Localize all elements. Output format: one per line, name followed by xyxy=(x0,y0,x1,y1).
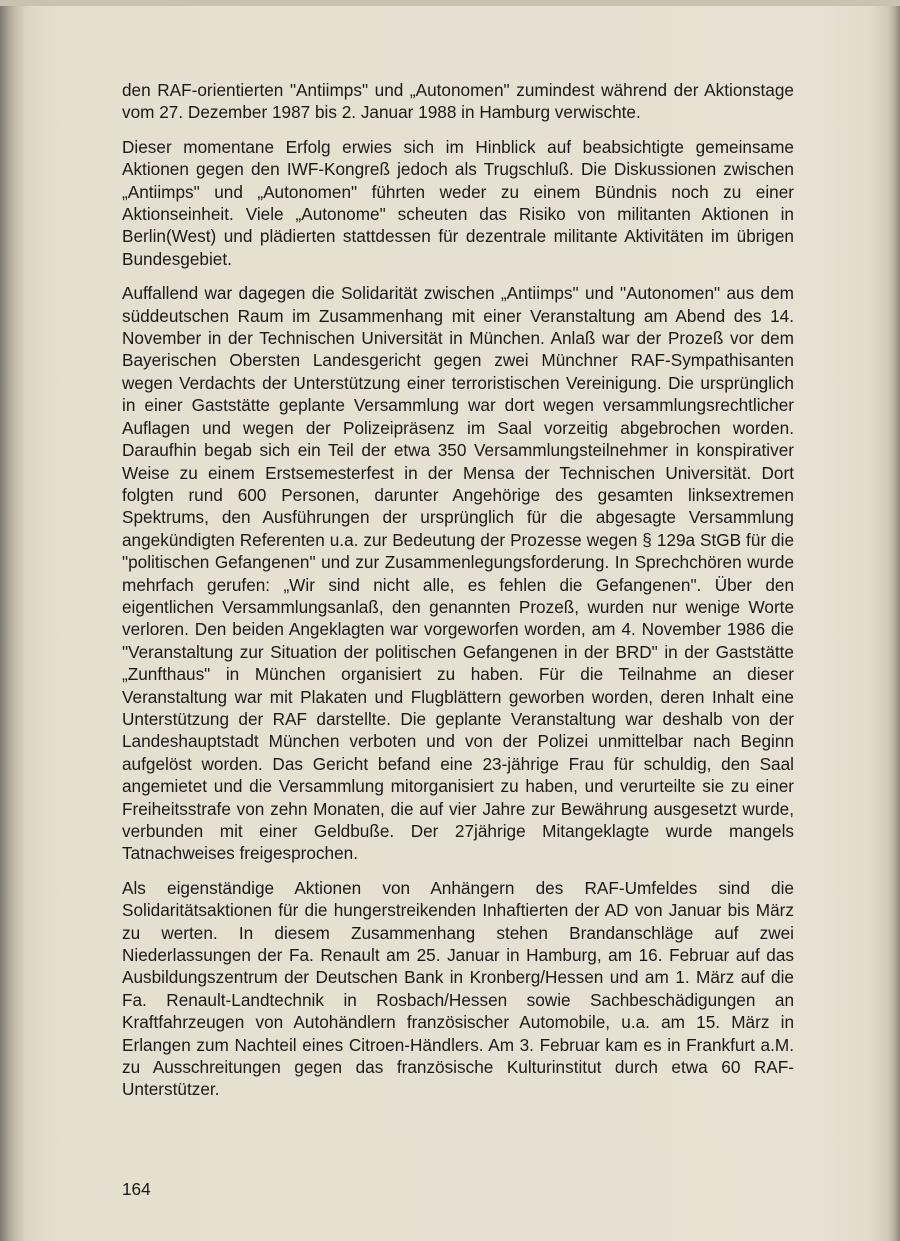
book-spine-shadow xyxy=(0,0,24,1241)
page-number: 164 xyxy=(122,1179,151,1199)
top-edge-shadow xyxy=(0,0,900,6)
page-edge-shadow xyxy=(888,0,900,1241)
paragraph-3: Auffallend war dagegen die Solidarität zwischen „Antiimps" und "Autonomen" aus dem süddeutschen Raum im Zusammenhang mit einer Veranstaltung am Abend des 14. November in der Technischen Universität in München. Anlaß war der Prozeß vor dem Bayerischen Obersten Landesgericht gegen zwei Münchner RAF-Sympathisanten wegen Verdachts der Unterstützung einer terroristischen Vereinigung. Die ursprünglich in einer Gaststätte geplante Versammlung war dort wegen versammlungsrechtlicher Auflagen und wegen der Polizeipräsenz im Saal vorzeitig abgebrochen worden. Daraufhin begab sich ein Teil der etwa 350 Versammlungsteilnehmer in konspirativer Weise zu einem Erstsemesterfest in der Mensa der Technischen Universität. Dort folgten rund 600 Personen, darunter Angehörige des gesamten linksextremen Spektrums, den Ausführungen der ursprünglich für die abgesagte Versammlung angekündigten Referenten u.a. zur Bedeutung der Prozesse wegen § 129a StGB für die "politischen Gefangenen" und zur Zusammenlegungsforderung. In Sprechchören wurde mehrfach gerufen: „Wir sind nicht alle, es fehlen die Gefangenen". Über den eigentlichen Versammlungsanlaß, den genannten Prozeß, wurden nur wenige Worte verloren. Den beiden Angeklagten war vorgeworfen worden, am 4. November 1986 die "Veranstaltung zur Situation der politischen Gefangenen in der BRD" in der Gaststätte „Zunfthaus" in München organisiert zu haben. Für die Teilnahme an dieser Veranstaltung war mit Plakaten und Flugblättern geworben worden, deren Inhalt eine Unterstützung der RAF darstellte. Die geplante Veranstaltung war deshalb von der Landeshauptstadt München verboten und von der Polizei unmittelbar nach Beginn aufgelöst worden. Das Gericht befand eine 23-jährige Frau für schuldig, den Saal angemietet und die Versammlung mitorganisiert zu haben, und verurteilte sie zu einer Freiheitsstrafe von zehn Monaten, die auf vier Jahre zur Bewährung ausgesetzt wurde, verbunden mit einer Geldbuße. Der 27jährige Mitangeklagte wurde mangels Tatnachweises freigesprochen. xyxy=(122,283,794,864)
paragraph-1: den RAF-orientierten "Antiimps" und „Autonomen" zumindest während der Aktionstage vom 27. Dezember 1987 bis 2. Januar 1988 in Hamburg verwischte. xyxy=(122,80,794,123)
body-text xyxy=(122,79,794,1113)
paragraph-2: Dieser momentane Erfolg erwies sich im Hinblick auf beabsichtigte gemeinsame Aktionen gegen den IWF-Kongreß jedoch als Trugschluß. Die Diskussionen zwischen „Antiimps" und „Autonomen" führten weder zu einem Bündnis noch zu einer Aktionseinheit. Viele „Autonome" scheuten das Risiko von militanten Aktionen in Berlin(West) und plädierten stattdessen für dezentrale militante Aktivitäten im übrigen Bundesgebiet. xyxy=(122,136,794,269)
paragraph-4: Als eigenständige Aktionen von Anhängern des RAF-Umfeldes sind die Solidaritätsaktionen für die hungerstreikenden Inhaftierten der AD von Januar bis März zu werten. In diesem Zusammenhang stehen Brandanschläge auf zwei Niederlassungen der Fa. Renault am 25. Januar in Hamburg, am 16. Februar auf das Ausbildungszentrum der Deutschen Bank in Kronberg/Hessen und am 1. März auf die Fa. Renault-Landtechnik in Rosbach/Hessen sowie Sachbeschädigungen an Kraftfahrzeugen von Autohändlern französischer Automobile, u.a. am 15. März in Erlangen zum Nachteil eines Citroen-Händlers. Am 3. Februar kam es in Frankfurt a.M. zu Ausschreitungen gegen das französische Kulturinstitut durch etwa 60 RAF-Unterstützer. xyxy=(122,877,794,1100)
